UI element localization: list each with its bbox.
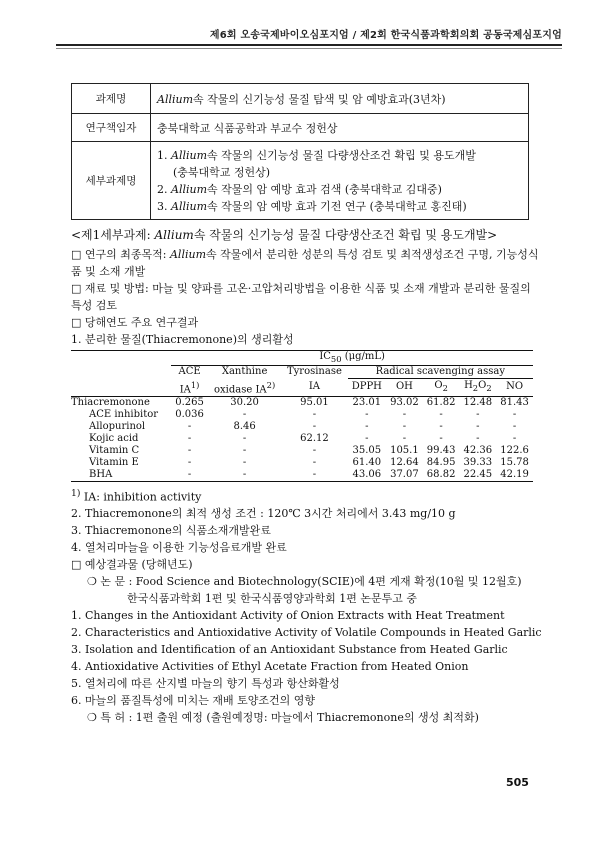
row-value: - (365, 408, 369, 420)
row-value: 0.265 (175, 396, 204, 408)
row-value: - (242, 432, 247, 444)
row-value: 62.12 (300, 432, 329, 444)
row-value: - (242, 408, 247, 420)
row-value: - (402, 408, 407, 420)
row-value: - (476, 432, 480, 444)
row-value: - (365, 432, 369, 444)
paper-1: 1. Changes in the Antioxidant Activity of Onion Extracts with Heat Treatment (71, 609, 505, 623)
row-value: - (476, 420, 480, 432)
materials-methods: □ 재료 및 방법: 마늘 및 양파를 고온·고압처리방법을 이용한 식품 및 소재 개발과 분리한 물질의 특성 검토 (71, 282, 531, 312)
table-row (71, 433, 533, 445)
page-number: 505 (506, 776, 529, 789)
row-value: - (512, 408, 517, 420)
final-goal: □ 연구의 최종목적: Allium속 작물에서 분리한 성분의 특성 검토 및 최적생성조건 구명, 기능성식품 및 소재 개발 (71, 248, 539, 278)
paper-line-2: 한국식품과학회 1편 및 한국식품영양과학회 1편 논문투고 중 (127, 592, 417, 606)
project-title-label: 과제명 (72, 84, 151, 114)
results-heading: □ 당해연도 주요 연구결과 (71, 316, 199, 329)
row-value: - (439, 420, 443, 432)
row-value: 122.6 (500, 444, 529, 456)
row-value: 95.01 (300, 396, 329, 408)
row-value: 12.64 (390, 456, 419, 468)
row-value: - (312, 444, 317, 456)
row-value: 35.05 (352, 444, 382, 456)
row-value: - (512, 420, 517, 432)
row-value: 0.036 (175, 408, 204, 420)
ic50-header: $IC_{50}$ (μg/mL) (171, 351, 533, 366)
row-value: - (187, 432, 192, 444)
row-value: 23.01 (352, 396, 382, 408)
table-row (71, 445, 533, 457)
paper-line-1: ❍ 논 문 : Food Science and Biotechnology(SCIE)에 4편 게재 확정(10월 및 12월호) (87, 575, 522, 589)
row-value: - (187, 420, 192, 432)
row-value: 81.43 (500, 396, 529, 408)
paper-3: 3. Isolation and Identification of an Antioxidant Substance from Heated Garlic (71, 643, 508, 657)
paper-4: 4. Antioxidative Activities of Ethyl Acetate Fraction from Heated Onion (71, 660, 469, 674)
footnote: $^{1)}$ IA: inhibition activity (71, 487, 202, 504)
header-rule (56, 44, 562, 46)
row-value: 99.43 (426, 444, 456, 456)
row-name: Allopurinol (89, 420, 146, 432)
project-info-table (71, 83, 529, 220)
row-value: 68.82 (426, 468, 456, 480)
row-value: 43.06 (352, 468, 382, 480)
expected-heading: □ 예상결과물 (당해년도) (71, 558, 193, 572)
row-value: - (402, 432, 407, 444)
row-value: - (187, 444, 192, 456)
subproject-label: 세부과제명 (72, 142, 151, 220)
table-row (71, 457, 533, 469)
row-name: Vitamin E (89, 456, 139, 468)
row-value: - (242, 468, 247, 480)
row-value: - (312, 468, 317, 480)
row-value: - (187, 456, 192, 468)
row-value: - (439, 432, 443, 444)
row-value: - (512, 432, 517, 444)
row-value: - (242, 456, 247, 468)
row-value: 42.19 (500, 468, 529, 480)
table-row (71, 396, 533, 409)
row-value: 30.20 (230, 396, 259, 408)
row-value: - (312, 408, 317, 420)
header-rule-thin (56, 48, 562, 49)
row-name: Thiacremonone (71, 396, 150, 408)
row-value: 84.95 (426, 456, 456, 468)
row-value: 8.46 (233, 420, 256, 432)
row-value: - (365, 420, 369, 432)
paper-2: 2. Characteristics and Antioxidative Activity of Volatile Compounds in Heated Garlic (71, 626, 542, 640)
row-value: - (312, 456, 317, 468)
table-row (71, 421, 533, 433)
row-value: - (402, 420, 407, 432)
row-value: 61.40 (352, 456, 382, 468)
item-4: 4. 열처리마늘을 이용한 기능성음료개발 완료 (71, 541, 287, 555)
subproject-list: 1. Allium속 작물의 신기능성 물질 다량생산조건 확립 및 용도개발 (충북대학교 정헌상) 2. Allium속 작물의 암 예방 효과 검색 (충북대학교 김대중) 3. Allium속 작물의 암 예방 효과 기전 연구 (충북대학교 홍진태) (151, 142, 529, 220)
row-value: - (187, 468, 192, 480)
project-title-value: Allium속 작물의 신기능성 물질 탐색 및 암 예방효과(3년차) (151, 84, 529, 114)
row-name: Vitamin C (89, 444, 140, 456)
paper-5: 5. 열처리에 따른 산지별 마늘의 향기 특성과 항산화활성 (71, 677, 340, 691)
patent-line: ❍ 특 허 : 1편 출원 예정 (출원예정명: 마늘에서 Thiacremonone의 생성 최적화) (87, 711, 479, 725)
row-value: 39.33 (463, 456, 493, 468)
running-header: 제6회 오송국제바이오심포지엄 / 제2회 한국식품과학회의회 공동국제심포지엄 (209, 30, 562, 41)
row-value: - (476, 408, 480, 420)
table-row (71, 469, 533, 482)
researcher-label: 연구책임자 (72, 114, 151, 142)
result-item-1: 1. 분리한 물질(Thiacremonone)의 생리활성 (71, 333, 294, 346)
document-body (71, 227, 541, 726)
row-value: - (242, 444, 247, 456)
row-value: 61.82 (426, 396, 456, 408)
bioactivity-table: $IC_{50}$ (μg/mL) ACE Xanthine Tyrosinase Radical scavenging assay IA$^{1)}$ oxidase IA$^{2)}$ IA DPPH OH $O_2$ $H_2O_2$ NO Thiacremonone 0.265 30.20 95.01 23.01 93.02 61.82 12.48 81.43 ACE inhibitor 0.036 - - - - - - - Allopurinol - 8.46 - - - - - - Kojic acid - - 62.12 - - - - - Vitamin C - - - 35.05 105.1 99.43 42.36 122.6 Vitamin E - - - 61.40 12.64 84.95 39.33 15.78 BHA - - - 43.06 37.07 68.82 22.45 42.19 (71, 350, 533, 482)
row-value: 105.1 (390, 444, 419, 456)
row-value: - (439, 408, 443, 420)
paper-6: 6. 마늘의 품질특성에 미치는 재배 토양조건의 영향 (71, 694, 315, 708)
row-value: 15.78 (500, 456, 529, 468)
item-2: 2. Thiacremonone의 최적 생성 조건 : 120℃ 3시간 처리에서 3.43 mg/10 g (71, 507, 456, 521)
row-value: 22.45 (463, 468, 493, 480)
row-name: ACE inhibitor (89, 408, 159, 420)
row-value: 12.48 (463, 396, 493, 408)
row-value: 37.07 (390, 468, 419, 480)
table-row (71, 409, 533, 421)
row-value: - (312, 420, 317, 432)
item-3: 3. Thiacremonone의 식품소재개발완료 (71, 524, 271, 538)
row-value: 93.02 (390, 396, 419, 408)
researcher-value: 충북대학교 식품공학과 부교수 정헌상 (151, 114, 529, 142)
row-value: 42.36 (463, 444, 493, 456)
row-name: BHA (89, 468, 113, 480)
section-title: <제1세부과제: Allium속 작물의 신기능성 물질 다량생산조건 확립 및 용도개발> (71, 228, 498, 242)
row-name: Kojic acid (89, 432, 139, 444)
